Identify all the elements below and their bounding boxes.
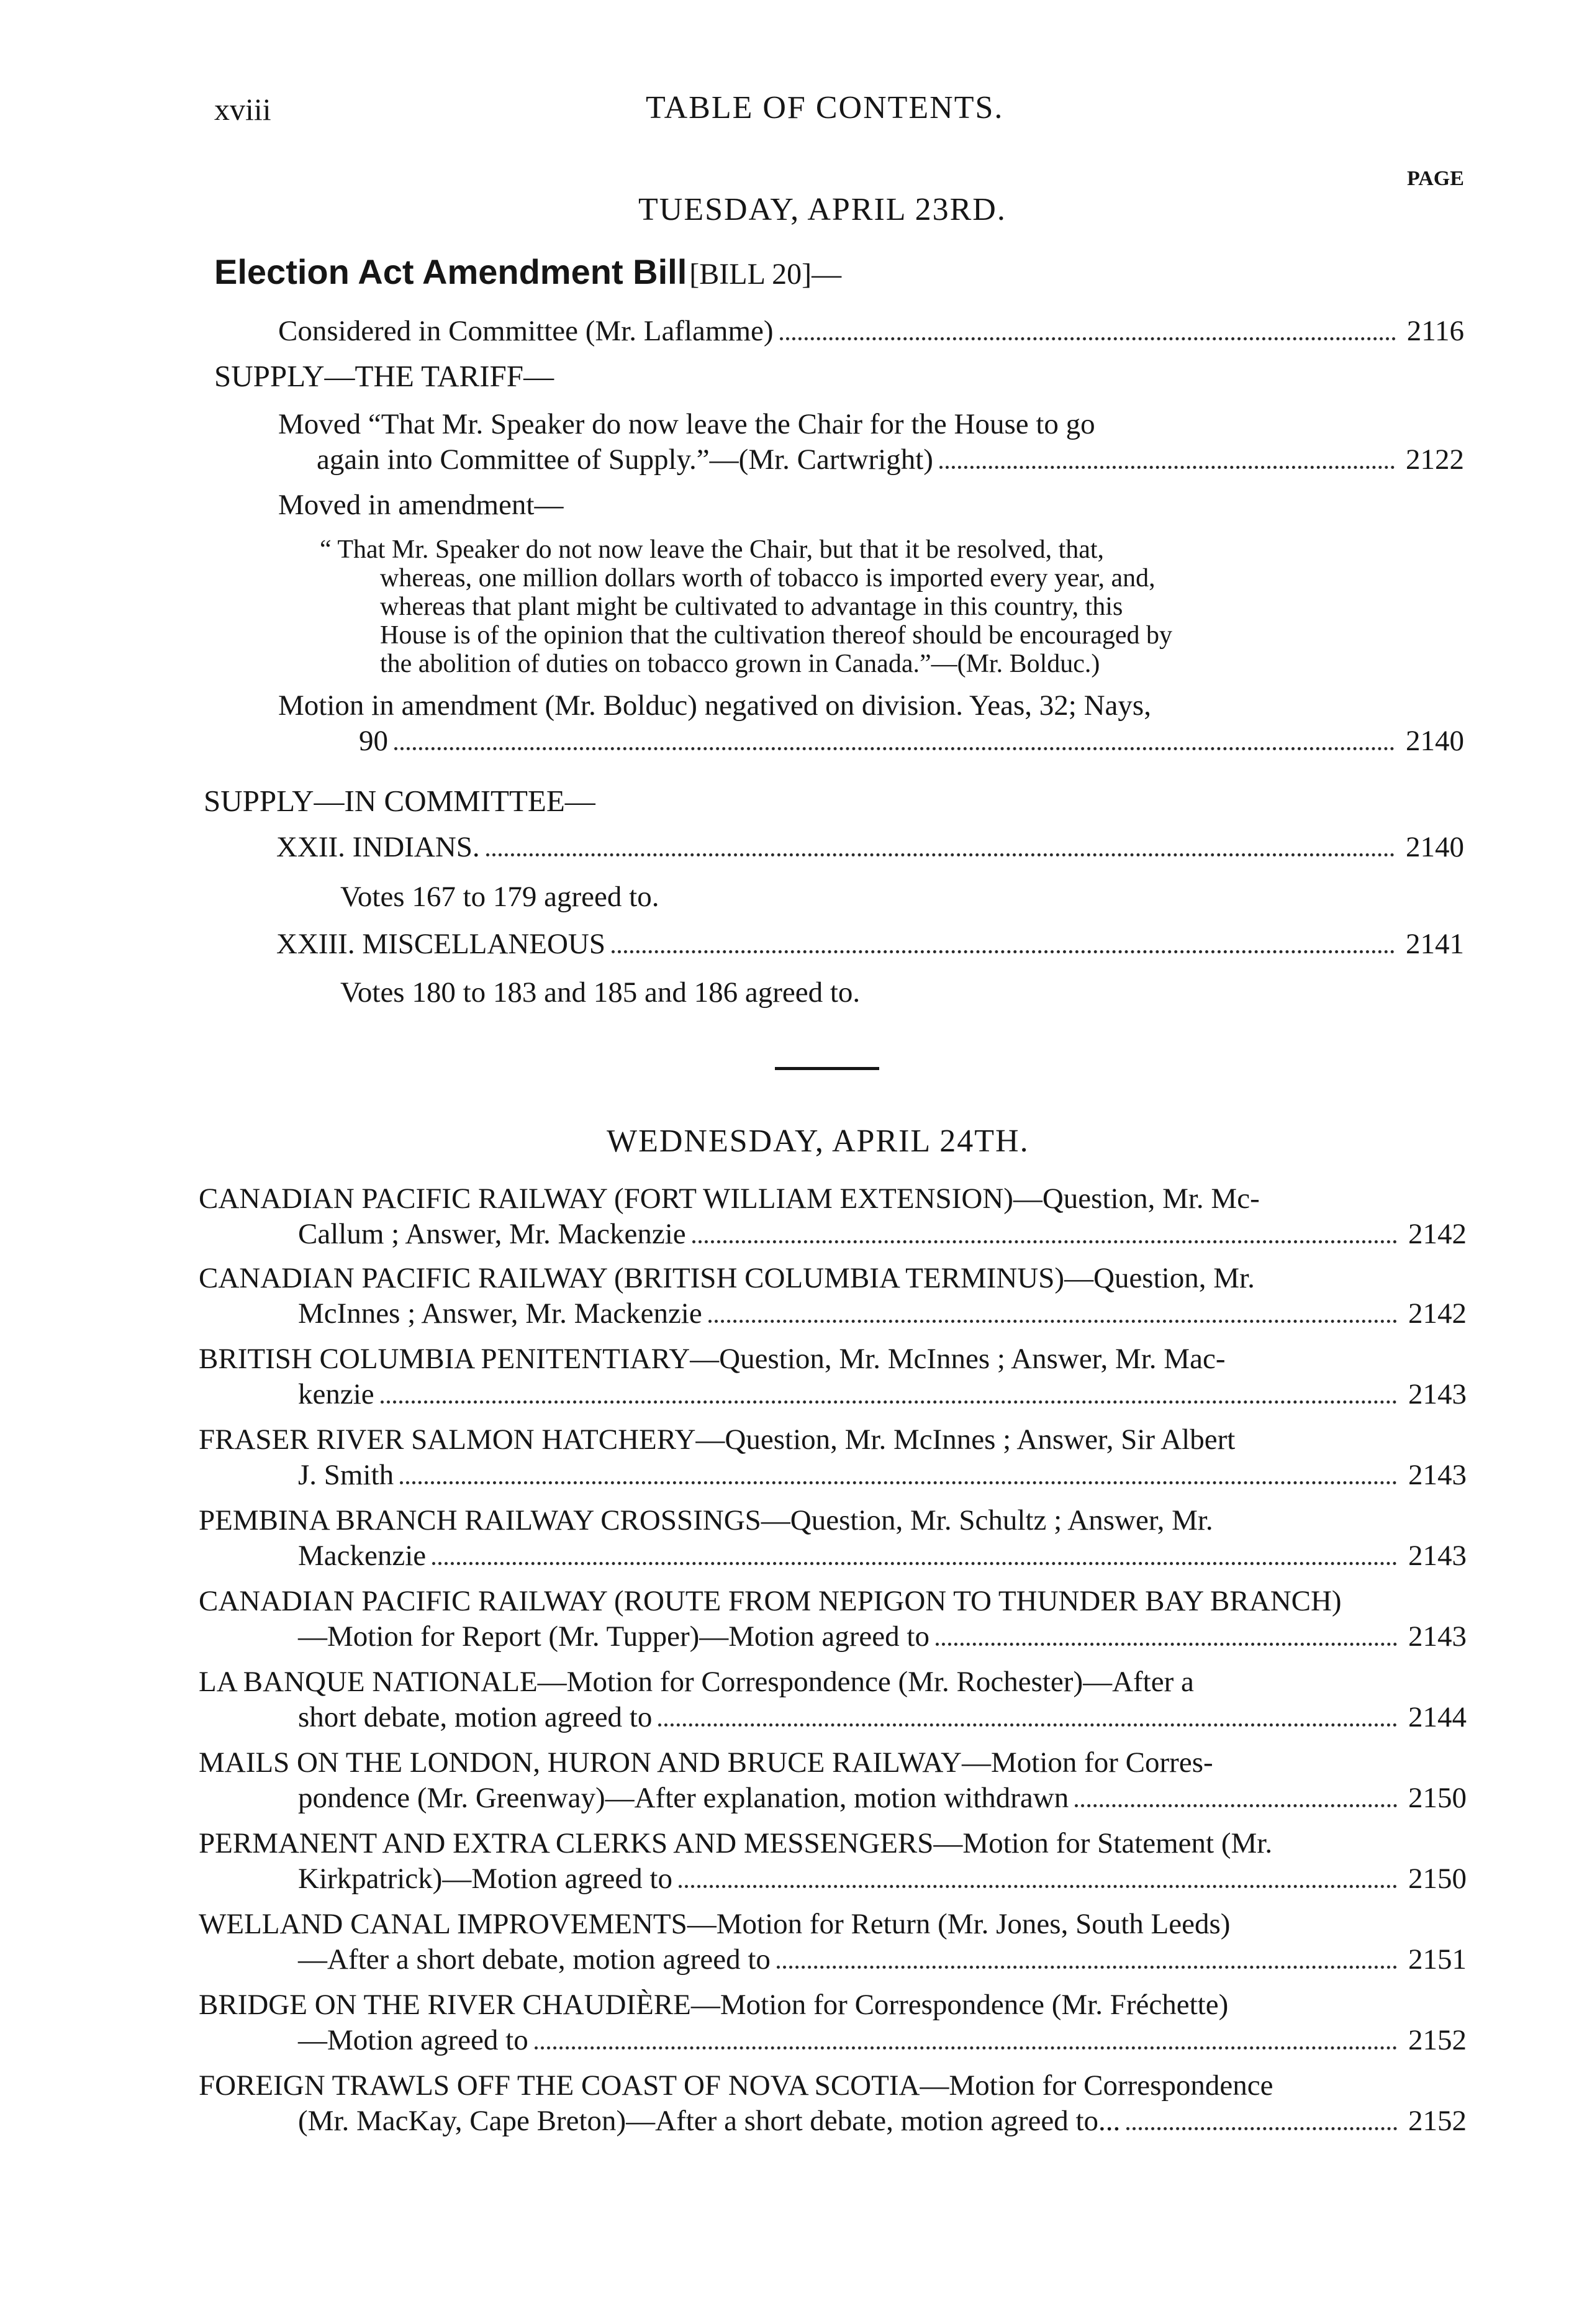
page-number: xviii xyxy=(214,92,271,127)
page-ref: 2143 xyxy=(1408,1378,1467,1410)
toc-entry-line: PEMBINA BRANCH RAILWAY CROSSINGS—Question, Mr. Schultz ; Answer, Mr. xyxy=(199,1504,1213,1536)
toc-entry-line: FOREIGN TRAWLS OFF THE COAST OF NOVA SCOTIA—Motion for Correspondence xyxy=(199,2069,1273,2102)
running-title: TABLE OF CONTENTS. xyxy=(646,90,1004,125)
toc-entry-continuation: (Mr. MacKay, Cape Breton)—After a short debate, motion agreed to... 2152 xyxy=(298,2105,1467,2137)
toc-entry-line: MAILS ON THE LONDON, HURON AND BRUCE RAILWAY—Motion for Corres- xyxy=(199,1746,1213,1779)
supply-committee-heading: SUPPLY—IN COMMITTEE— xyxy=(204,784,595,818)
toc-entry-line: CANADIAN PACIFIC RAILWAY (ROUTE FROM NEPIGON TO THUNDER BAY BRANCH) xyxy=(199,1585,1342,1617)
amendment-quote-line: whereas that plant might be cultivated to advantage in this country, this xyxy=(380,592,1123,621)
leader-dots xyxy=(432,1562,1397,1565)
leader-dots xyxy=(535,2046,1397,2049)
page-ref: 2152 xyxy=(1408,2105,1467,2137)
toc-entry-continuation: pondence (Mr. Greenway)—After explanation, motion withdrawn 2150 xyxy=(298,1782,1467,1814)
page-ref: 2150 xyxy=(1408,1782,1467,1814)
leader-dots xyxy=(381,1400,1397,1404)
page-ref: 2142 xyxy=(1408,1297,1467,1330)
page-ref: 2143 xyxy=(1408,1540,1467,1572)
leader-dots xyxy=(692,1240,1397,1243)
toc-entry-continuation: Callum ; Answer, Mr. Mackenzie 2142 xyxy=(298,1218,1467,1250)
election-committee-entry: Considered in Committee (Mr. Laflamme) 2116 xyxy=(278,315,1464,347)
page-ref: 2116 xyxy=(1406,315,1464,347)
motion-amendment-line-1: Motion in amendment (Mr. Bolduc) negatived on division. Yeas, 32; Nays, xyxy=(278,689,1151,722)
section-divider xyxy=(775,1067,879,1070)
toc-entry-continuation: McInnes ; Answer, Mr. Mackenzie 2142 xyxy=(298,1297,1467,1330)
election-title: Election Act Amendment Bill xyxy=(214,252,687,291)
leader-dots xyxy=(486,853,1395,856)
page-ref: 2143 xyxy=(1408,1620,1467,1653)
toc-entry-line: WELLAND CANAL IMPROVEMENTS—Motion for Return (Mr. Jones, South Leeds) xyxy=(199,1908,1231,1940)
supply-item-miscellaneous: XXIII. MISCELLANEOUS 2141 xyxy=(276,928,1464,960)
supply-tariff-heading: SUPPLY—THE TARIFF— xyxy=(214,359,554,393)
page-ref: 2143 xyxy=(1408,1459,1467,1491)
toc-entry-line: LA BANQUE NATIONALE—Motion for Correspondence (Mr. Rochester)—After a xyxy=(199,1666,1194,1698)
moved-line-2: again into Committee of Supply.”—(Mr. Cartwright) 2122 xyxy=(317,443,1464,476)
amendment-quote-line: House is of the opinion that the cultivation thereof should be encouraged by xyxy=(380,621,1173,650)
toc-entry-continuation: Kirkpatrick)—Motion agreed to 2150 xyxy=(298,1863,1467,1895)
votes-note: Votes 167 to 179 agreed to. xyxy=(340,881,659,913)
toc-entry-line: FRASER RIVER SALMON HATCHERY—Question, Mr. McInnes ; Answer, Sir Albert xyxy=(199,1423,1236,1456)
leader-dots xyxy=(939,466,1395,469)
tuesday-date: TUESDAY, APRIL 23RD. xyxy=(638,192,1006,227)
toc-entry-continuation: J. Smith 2143 xyxy=(298,1459,1467,1491)
toc-entry-continuation: —After a short debate, motion agreed to 2151 xyxy=(298,1943,1467,1976)
supply-item-indians: XXII. INDIANS. 2140 xyxy=(276,831,1464,863)
leader-dots xyxy=(394,747,1395,750)
toc-entry-line: CANADIAN PACIFIC RAILWAY (BRITISH COLUMBIA TERMINUS)—Question, Mr. xyxy=(199,1262,1255,1294)
leader-dots xyxy=(936,1643,1397,1646)
votes-note: Votes 180 to 183 and 185 and 186 agreed to. xyxy=(340,976,861,1009)
leader-dots xyxy=(708,1320,1397,1323)
leader-dots xyxy=(1126,2127,1397,2130)
amendment-quote-line: “ That Mr. Speaker do not now leave the Chair, but that it be resolved, that, xyxy=(320,535,1105,564)
election-bill: [BILL 20]— xyxy=(689,258,842,291)
page-column-label: PAGE xyxy=(1407,167,1464,190)
motion-amendment-line-2: 90 2140 xyxy=(359,725,1464,757)
leader-dots xyxy=(658,1723,1397,1727)
toc-entry-continuation: kenzie 2143 xyxy=(298,1378,1467,1410)
amendment-quote-line: whereas, one million dollars worth of tobacco is imported every year, and, xyxy=(380,564,1156,592)
toc-entry-line: CANADIAN PACIFIC RAILWAY (FORT WILLIAM EXTENSION)—Question, Mr. Mc- xyxy=(199,1182,1260,1215)
amendment-quote-line: the abolition of duties on tobacco grown in Canada.”—(Mr. Bolduc.) xyxy=(380,650,1100,678)
leader-dots xyxy=(679,1885,1397,1888)
leader-dots xyxy=(400,1481,1397,1484)
leader-dots xyxy=(777,1966,1397,1969)
moved-amendment-heading: Moved in amendment— xyxy=(278,489,564,521)
toc-entry-continuation: —Motion agreed to 2152 xyxy=(298,2024,1467,2056)
page-ref: 2144 xyxy=(1408,1701,1467,1733)
leader-dots xyxy=(1075,1804,1397,1807)
toc-entry-continuation: —Motion for Report (Mr. Tupper)—Motion agreed to 2143 xyxy=(298,1620,1467,1653)
election-heading xyxy=(214,252,841,292)
page-ref: 2152 xyxy=(1408,2024,1467,2056)
leader-dots xyxy=(780,337,1396,340)
leader-dots xyxy=(612,950,1395,953)
page-ref: 2122 xyxy=(1406,443,1464,476)
toc-entry-line: BRIDGE ON THE RIVER CHAUDIÈRE—Motion for Correspondence (Mr. Fréchette) xyxy=(199,1989,1229,2021)
page-ref: 2151 xyxy=(1408,1943,1467,1976)
page-ref: 2142 xyxy=(1408,1218,1467,1250)
toc-entry-continuation: short debate, motion agreed to 2144 xyxy=(298,1701,1467,1733)
toc-entry-line: BRITISH COLUMBIA PENITENTIARY—Question, Mr. McInnes ; Answer, Mr. Mac- xyxy=(199,1343,1226,1375)
moved-line-1: Moved “That Mr. Speaker do now leave the Chair for the House to go xyxy=(278,408,1095,440)
toc-entry-line: PERMANENT AND EXTRA CLERKS AND MESSENGERS—Motion for Statement (Mr. xyxy=(199,1827,1273,1859)
page-ref: 2140 xyxy=(1406,831,1464,863)
page-ref: 2141 xyxy=(1406,928,1464,960)
toc-entry-continuation: Mackenzie 2143 xyxy=(298,1540,1467,1572)
page-ref: 2140 xyxy=(1406,725,1464,757)
page-ref: 2150 xyxy=(1408,1863,1467,1895)
wednesday-date: WEDNESDAY, APRIL 24TH. xyxy=(607,1123,1029,1159)
